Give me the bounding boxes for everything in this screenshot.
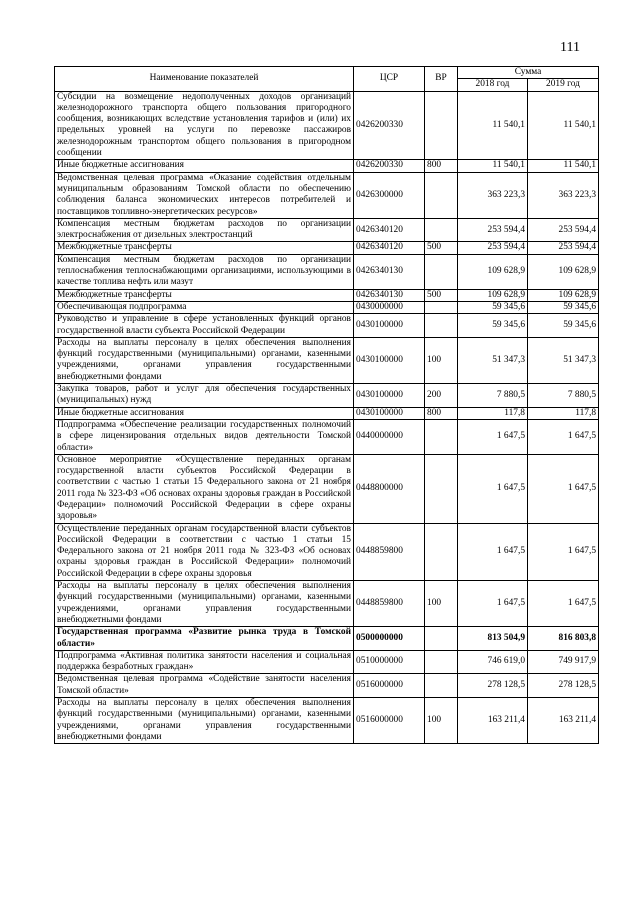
row-amount-2019: 363 223,3 <box>528 172 599 218</box>
row-vr-code: 500 <box>425 289 458 301</box>
row-amount-2019: 11 540,1 <box>528 160 599 172</box>
row-amount-2019: 163 211,4 <box>528 698 599 744</box>
row-amount-2018: 7 880,5 <box>458 384 528 408</box>
table-row <box>55 581 599 627</box>
row-name: Закупка товаров, работ и услуг для обеспечения государственных (муниципальных) нужд <box>55 384 354 408</box>
row-amount-2019: 51 347,3 <box>528 337 599 383</box>
table-row <box>55 242 599 254</box>
row-name: Субсидии на возмещение недополученных доходов организаций железнодорожного транспорта общего пользования пригородного сообщения, возникающих вследствие установления тарифов и (или) их предельных уровней на услуги по перевозке пассажиров железнодорожным транспортом общего пользования в пригородном сообщении <box>55 91 354 160</box>
row-vr-code <box>425 674 458 698</box>
table-row <box>55 91 599 160</box>
row-csr-code: 0430100000 <box>354 407 425 419</box>
row-amount-2018: 813 504,9 <box>458 627 528 651</box>
row-name: Компенсация местным бюджетам расходов по организации теплоснабжения теплоснабжающими организациями, использующими в качестве топлива нефть или мазут <box>55 254 354 289</box>
row-name: Иные бюджетные ассигнования <box>55 160 354 172</box>
row-name: Расходы на выплаты персоналу в целях обеспечения выполнения функций государственными (муниципальными) органами, казенными учреждениями, органами управления государственными внебюджетными фондами <box>55 581 354 627</box>
row-vr-code: 100 <box>425 581 458 627</box>
table-row <box>55 627 599 651</box>
row-amount-2018: 1 647,5 <box>458 454 528 523</box>
row-amount-2018: 59 345,6 <box>458 301 528 313</box>
row-name: Компенсация местным бюджетам расходов по организации электроснабжения от дизельных электростанций <box>55 218 354 242</box>
row-name: Подпрограмма «Обеспечение реализации государственных полномочий в сфере лицензирования отдельных видов деятельности Томской области» <box>55 419 354 454</box>
row-amount-2018: 253 594,4 <box>458 218 528 242</box>
table-row <box>55 384 599 408</box>
row-amount-2019: 1 647,5 <box>528 523 599 580</box>
row-amount-2019: 1 647,5 <box>528 419 599 454</box>
header-name: Наименование показателей <box>55 67 354 92</box>
row-csr-code: 0426340130 <box>354 289 425 301</box>
table-row <box>55 523 599 580</box>
row-amount-2018: 1 647,5 <box>458 581 528 627</box>
row-amount-2019: 816 803,8 <box>528 627 599 651</box>
row-csr-code: 0430100000 <box>354 384 425 408</box>
row-csr-code: 0448800000 <box>354 454 425 523</box>
row-amount-2019: 117,8 <box>528 407 599 419</box>
row-amount-2018: 117,8 <box>458 407 528 419</box>
row-name: Межбюджетные трансферты <box>55 289 354 301</box>
row-amount-2018: 746 619,0 <box>458 650 528 674</box>
row-vr-code <box>425 218 458 242</box>
table-row <box>55 674 599 698</box>
row-csr-code: 0426340120 <box>354 218 425 242</box>
row-vr-code <box>425 523 458 580</box>
row-amount-2018: 163 211,4 <box>458 698 528 744</box>
row-vr-code <box>425 650 458 674</box>
row-amount-2018: 278 128,5 <box>458 674 528 698</box>
row-csr-code: 0426200330 <box>354 91 425 160</box>
row-amount-2019: 59 345,6 <box>528 314 599 338</box>
row-amount-2018: 11 540,1 <box>458 91 528 160</box>
row-amount-2018: 1 647,5 <box>458 523 528 580</box>
row-name: Иные бюджетные ассигнования <box>55 407 354 419</box>
row-amount-2019: 278 128,5 <box>528 674 599 698</box>
row-amount-2019: 1 647,5 <box>528 454 599 523</box>
row-vr-code: 100 <box>425 337 458 383</box>
row-amount-2019: 253 594,4 <box>528 242 599 254</box>
row-name: Расходы на выплаты персоналу в целях обеспечения выполнения функций государственными (муниципальными) органами, казенными учреждениями, органами управления государственными внебюджетными фондами <box>55 698 354 744</box>
row-name: Руководство и управление в сфере установленных функций органов государственной власти субъекта Российской Федерации <box>55 314 354 338</box>
table-row <box>55 218 599 242</box>
row-csr-code: 0500000000 <box>354 627 425 651</box>
row-amount-2018: 253 594,4 <box>458 242 528 254</box>
table-row <box>55 650 599 674</box>
row-vr-code: 800 <box>425 160 458 172</box>
row-name: Расходы на выплаты персоналу в целях обеспечения выполнения функций государственными (муниципальными) органами, казенными учреждениями, органами управления государственными внебюджетными фондами <box>55 337 354 383</box>
row-csr-code: 0430100000 <box>354 337 425 383</box>
row-vr-code <box>425 419 458 454</box>
budget-table <box>54 66 599 744</box>
table-row <box>55 337 599 383</box>
table-row <box>55 698 599 744</box>
row-amount-2018: 51 347,3 <box>458 337 528 383</box>
row-csr-code: 0430100000 <box>354 314 425 338</box>
row-csr-code: 0430000000 <box>354 301 425 313</box>
row-csr-code: 0516000000 <box>354 698 425 744</box>
row-name: Подпрограмма «Активная политика занятости населения и социальная поддержка безработных граждан» <box>55 650 354 674</box>
row-amount-2018: 109 628,9 <box>458 289 528 301</box>
table-row <box>55 254 599 289</box>
table-row <box>55 301 599 313</box>
row-csr-code: 0426340120 <box>354 242 425 254</box>
row-name: Обеспечивающая подпрограмма <box>55 301 354 313</box>
row-name: Основное мероприятие «Осуществление переданных органам государственной власти субъектов Российской Федерации в соответствии с частью 1 статьи 15 Федерального закона от 21 ноября 2011 года № 323-ФЗ «Об основах охраны здоровья граждан в Российской Федерации» полномочий Российской Федерации в сфере охраны здоровья» <box>55 454 354 523</box>
row-vr-code <box>425 627 458 651</box>
header-sum: Сумма <box>458 67 599 79</box>
row-amount-2019: 749 917,9 <box>528 650 599 674</box>
row-vr-code <box>425 254 458 289</box>
row-csr-code: 0516000000 <box>354 674 425 698</box>
header-vr: ВР <box>425 67 458 92</box>
row-amount-2018: 363 223,3 <box>458 172 528 218</box>
row-amount-2019: 109 628,9 <box>528 289 599 301</box>
row-vr-code <box>425 454 458 523</box>
table-row <box>55 160 599 172</box>
table-row <box>55 454 599 523</box>
header-year-2019: 2019 год <box>528 79 599 91</box>
row-csr-code: 0510000000 <box>354 650 425 674</box>
row-csr-code: 0448859800 <box>354 581 425 627</box>
row-amount-2019: 1 647,5 <box>528 581 599 627</box>
row-csr-code: 0426340130 <box>354 254 425 289</box>
row-vr-code <box>425 91 458 160</box>
row-name: Ведомственная целевая программа «Оказание содействия отдельным муниципальным образованиям Томской области по обеспечению соблюдения баланса экономических интересов потребителей и поставщиков топливно-энергетических ресурсов» <box>55 172 354 218</box>
row-vr-code: 800 <box>425 407 458 419</box>
row-amount-2018: 59 345,6 <box>458 314 528 338</box>
table-body <box>55 91 599 744</box>
table-row <box>55 314 599 338</box>
header-year-2018: 2018 год <box>458 79 528 91</box>
row-csr-code: 0448859800 <box>354 523 425 580</box>
row-csr-code: 0426300000 <box>354 172 425 218</box>
row-vr-code: 100 <box>425 698 458 744</box>
row-csr-code: 0440000000 <box>354 419 425 454</box>
row-amount-2019: 109 628,9 <box>528 254 599 289</box>
row-vr-code <box>425 314 458 338</box>
header-csr: ЦСР <box>354 67 425 92</box>
row-vr-code <box>425 301 458 313</box>
table-row <box>55 172 599 218</box>
page-number: 111 <box>560 40 580 55</box>
row-vr-code <box>425 172 458 218</box>
row-vr-code: 500 <box>425 242 458 254</box>
table-row <box>55 419 599 454</box>
row-amount-2019: 59 345,6 <box>528 301 599 313</box>
row-name: Межбюджетные трансферты <box>55 242 354 254</box>
row-amount-2018: 1 647,5 <box>458 419 528 454</box>
row-name: Осуществление переданных органам государственной власти субъектов Российской Федерации в соответствии с частью 1 статьи 15 Федерального закона от 21 ноября 2011 года № 323-ФЗ «Об основах охраны здоровья граждан в Российской Федерации» полномочий Российской Федерации в сфере охраны здоровья <box>55 523 354 580</box>
row-amount-2019: 7 880,5 <box>528 384 599 408</box>
row-amount-2018: 109 628,9 <box>458 254 528 289</box>
row-name: Ведомственная целевая программа «Содействие занятости населения Томской области» <box>55 674 354 698</box>
row-amount-2018: 11 540,1 <box>458 160 528 172</box>
row-amount-2019: 253 594,4 <box>528 218 599 242</box>
row-name: Государственная программа «Развитие рынка труда в Томской области» <box>55 627 354 651</box>
row-csr-code: 0426200330 <box>354 160 425 172</box>
row-vr-code: 200 <box>425 384 458 408</box>
table-row <box>55 407 599 419</box>
table-row <box>55 289 599 301</box>
row-amount-2019: 11 540,1 <box>528 91 599 160</box>
